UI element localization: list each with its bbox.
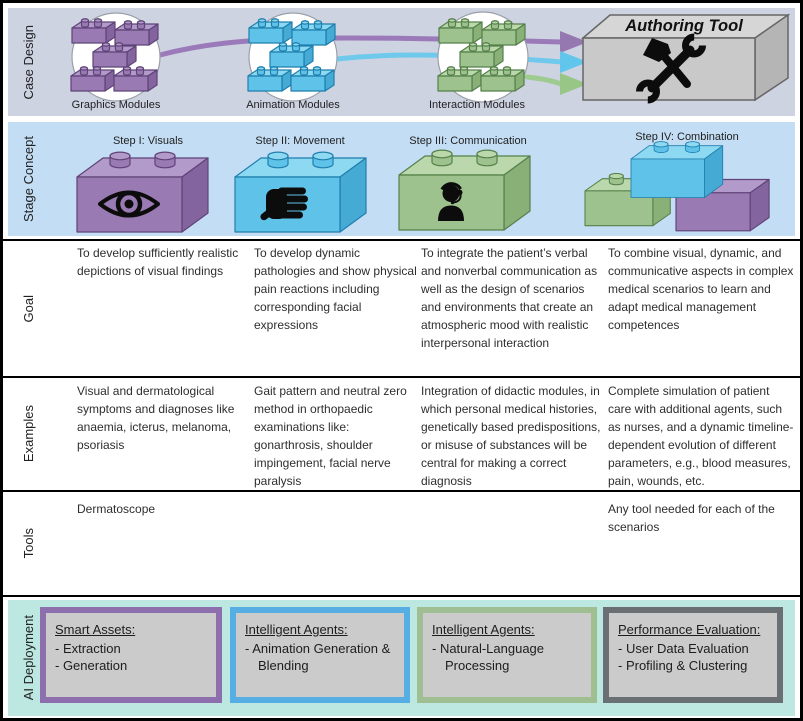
- graphics-modules-label: Graphics Modules: [71, 99, 161, 111]
- goal-cell-visuals: To develop sufficiently realistic depictions of visual findings: [77, 246, 239, 278]
- examples-cell-movement: Gait pattern and neutral zero method in orthopaedic examinations like: gonarthrosis, shoulder impingement, facial nerve paralysis: [254, 384, 407, 488]
- authoring-tool-box: [583, 15, 788, 100]
- step4-title: Step IV: Combination: [635, 131, 739, 143]
- examples-cell-communication: Integration of didactic modules, in which personal medical histories, genetically based predispositions, or misuse of substances will be central for making a correct diagnosis: [421, 384, 601, 488]
- tools-cell-visuals: Dermatoscope: [77, 502, 156, 516]
- ai-box-item: - Extraction: [55, 641, 121, 656]
- ai-box-item: - Natural-Language Processing: [432, 641, 545, 673]
- ai-box-title: Intelligent Agents:: [432, 622, 535, 637]
- ai-box-title: Intelligent Agents:: [245, 622, 348, 637]
- case-design-graphic: [8, 8, 795, 116]
- lego-brick-icon: [249, 19, 292, 43]
- step2-title: Step II: Movement: [255, 135, 345, 147]
- ai-box-intelligent-agents-animation: [230, 607, 410, 703]
- step1-brick: [77, 152, 208, 232]
- ai-box-item: - Generation: [55, 658, 128, 673]
- row-label-stage-concept: Stage Concept: [20, 135, 36, 222]
- goal-cell-communication: To integrate the patient’s verbal and nonverbal communication as well as the design of scenarios and environments that create an atmospheric mood with realistic interpersonal interaction: [421, 246, 598, 350]
- divider-line: [3, 239, 800, 241]
- ai-box-title: Performance Evaluation:: [618, 622, 761, 637]
- interaction-modules-label: Interaction Modules: [429, 99, 525, 111]
- goal-cell-combination: To combine visual, dynamic, and communicative aspects in complex medical scenarios to learn and adapt medical management competences: [608, 246, 794, 332]
- row-label-goal: Goal: [20, 294, 36, 323]
- ai-deployment-row: [8, 600, 795, 716]
- ai-box-performance-evaluation: [603, 607, 783, 703]
- row-label-ai-deployment: AI Deployment: [20, 615, 36, 701]
- ai-box-intelligent-agents-nlp: [417, 607, 597, 703]
- ai-box-smart-assets: [40, 607, 222, 703]
- ai-box-title: Smart Assets:: [55, 622, 136, 637]
- divider-line: [3, 595, 800, 597]
- examples-cell-combination: Complete simulation of patient care with additional agents, such as nurses, and a dynamic timeline-dependent evolution of different parameters, e.g., blood measures, pain, wounds, etc.: [608, 384, 794, 488]
- animation-modules-label: Animation Modules: [246, 99, 340, 111]
- lego-brick-icon: [72, 19, 115, 43]
- ai-box-item: - Profiling & Clustering: [618, 658, 748, 673]
- examples-cell-visuals: Visual and dermatological symptoms and diagnoses like anaemia, icterus, melanoma, psoriasis: [77, 384, 235, 452]
- step3-brick: [399, 150, 530, 230]
- goal-cell-movement: To develop dynamic pathologies and show physical pain reactions including corresponding facial expressions: [254, 246, 417, 332]
- step3-title: Step III: Communication: [409, 135, 527, 147]
- lego-brick-icon: [439, 19, 482, 43]
- ai-box-item: - User Data Evaluation: [618, 641, 749, 656]
- flow-line-interaction: [527, 77, 561, 84]
- interaction-modules-circle: [438, 12, 528, 102]
- animation-modules-circle: [248, 13, 337, 101]
- row-label-case-design: Case Design: [20, 24, 36, 100]
- row-label-tools: Tools: [20, 528, 36, 559]
- step1-title: Step I: Visuals: [112, 135, 184, 147]
- row-label-examples: Examples: [20, 405, 36, 463]
- authoring-tool-title: Authoring Tool: [625, 17, 743, 35]
- divider-line: [3, 490, 800, 492]
- tools-cell-combination: Any tool needed for each of the scenarios: [608, 502, 775, 534]
- divider-line: [3, 376, 800, 378]
- ai-box-item: - Animation Generation & Blending: [245, 641, 391, 673]
- graphics-modules-circle: [71, 13, 160, 101]
- step4-brick-combination: [585, 142, 769, 231]
- stage-concept-graphic: [8, 122, 795, 236]
